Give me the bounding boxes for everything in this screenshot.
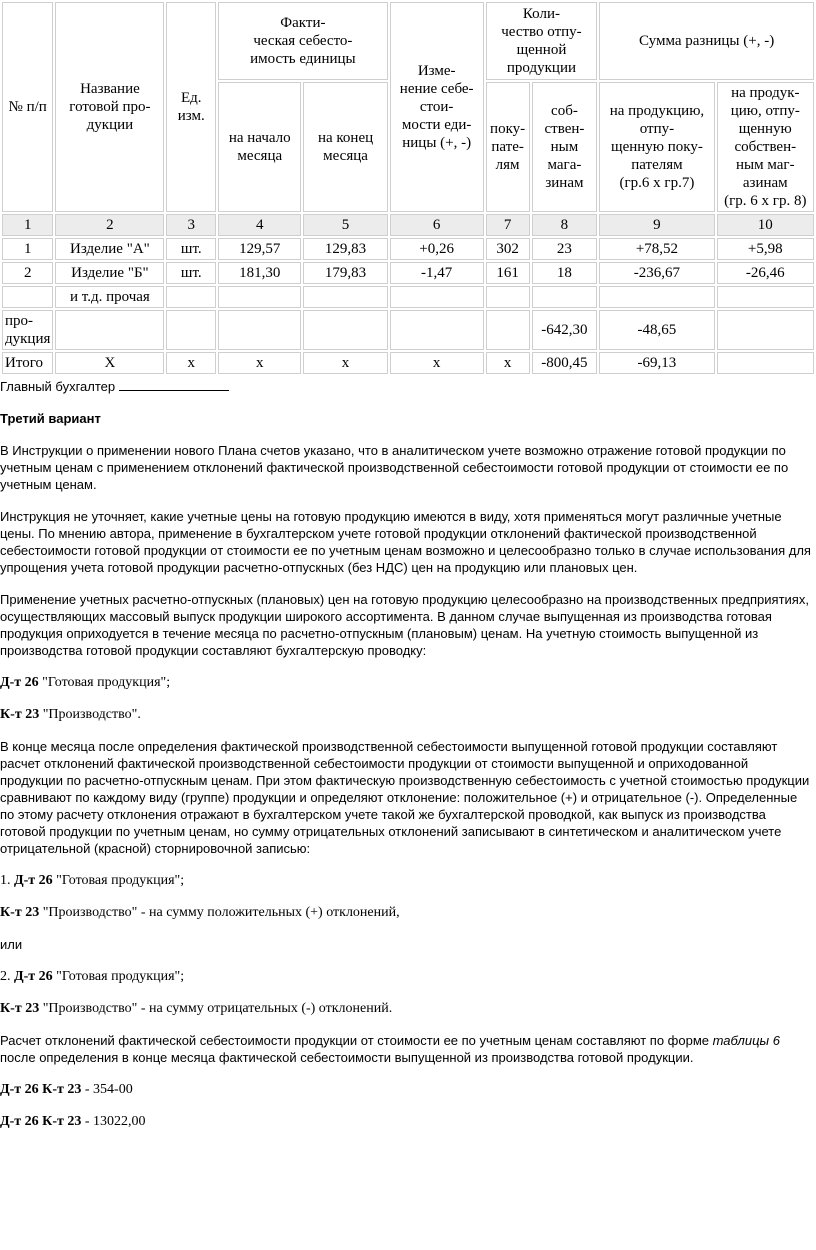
signature-line: Главный бухгалтер bbox=[0, 378, 812, 395]
header-difference-sum: Сумма разницы (+, -) bbox=[599, 2, 814, 80]
cell: +78,52 bbox=[599, 238, 714, 260]
header-to-buyers: поку- пате- лям bbox=[486, 82, 530, 212]
cell bbox=[717, 286, 814, 308]
paragraph: В конце месяца после определения фактической производственной себестоимости выпущенной готовой продукции составляют расчет отклонений фактической производственной себестоимости продукции от стоимости выпущенной и оприходованной продукции по расчетно-отпускным ценам. При этом фактическую производственную себестоимость с учетной стоимостью продукции сравнивают по каждому виду (группе) продукции и определяют отклонение: положительное (+) и отрицательное (-). Определенные по этому расчету отклонения отражают в бухгалтерском учете такой же бухгалтерской проводкой, как выпуск из производства готовой продукции по учетным ценам, но сумму отрицательных отклонений записывают в синтетическом и аналитическом учете отрицательной (красной) сторнировочной записью: bbox=[0, 739, 810, 856]
cell: 181,30 bbox=[218, 262, 301, 284]
cell bbox=[166, 310, 216, 350]
table-row bbox=[2, 238, 814, 260]
paragraph: В Инструкции о применении нового Плана счетов указано, что в аналитическом учете возможно отражение готовой продукции по учетным ценам с применением отклонений фактической производственной себестоимости готовой продукции от стоимости ее по учетным ценам. bbox=[0, 443, 789, 492]
cell: -26,46 bbox=[717, 262, 814, 284]
cell bbox=[532, 286, 598, 308]
paragraph: Инструкция не уточняет, какие учетные цены на готовую продукцию имеются в виду, хотя применяться могут различные учетные цены. По мнению автора, применение в бухгалтерском учете готовой продукции отклонений фактической производственной себестоимости готовой продукции от стоимости ее по учетным ценам возможно и целесообразно только в случае использования для упрощения учета готовой продукции расчетно-отпускных (без НДС) цен на продукцию или плановых цен. bbox=[0, 509, 811, 575]
cell: x bbox=[218, 352, 301, 374]
table-row bbox=[2, 262, 814, 284]
cell: шт. bbox=[166, 238, 216, 260]
header-to-own-stores: соб- ствен- ным мага- зинам bbox=[532, 82, 598, 212]
cell bbox=[390, 310, 484, 350]
header-diff-own: на продук- цию, отпу- щенную собствен- ным маг- азинам (гр. 6 х гр. 8) bbox=[717, 82, 814, 212]
deviation-table bbox=[0, 0, 816, 376]
col-number: 1 bbox=[2, 214, 53, 236]
cell: 179,83 bbox=[303, 262, 387, 284]
accounting-entry: Д-т 26 К-т 23 - 13022,00 bbox=[0, 1114, 146, 1129]
paragraph: Применение учетных расчетно-отпускных (плановых) цен на готовую продукцию целесообразно на производственных предприятиях, осуществляющих массовый выпуск продукции широкого ассортимента. В данном случае выпущенная из производства готовая продукция оприходуется в течение месяца по расчетно-отпускным (плановым) ценам. На учетную стоимость выпущенной из производства готовой продукции составляют бухгалтерскую проводку: bbox=[0, 592, 809, 658]
cell: -1,47 bbox=[390, 262, 484, 284]
paragraph: Расчет отклонений фактической себестоимости продукции от стоимости ее по учетным ценам составляют по форме таблицы 6 после определения в конце месяца фактической себестоимости выпущенной из производства готовой продукции. bbox=[0, 1033, 780, 1065]
cell: 23 bbox=[532, 238, 598, 260]
section-heading: Третий вариант bbox=[0, 411, 101, 426]
header-month-end: на конец месяца bbox=[303, 82, 387, 212]
cell bbox=[55, 310, 164, 350]
cell: x bbox=[166, 352, 216, 374]
accounting-entry: 1. Д-т 26 "Готовая продукция"; bbox=[0, 873, 185, 888]
accounting-entry: К-т 23 "Производство" - на сумму отрицательных (-) отклонений. bbox=[0, 1001, 393, 1016]
accounting-entry: К-т 23 "Производство". bbox=[0, 707, 141, 722]
cell: 1 bbox=[2, 238, 53, 260]
cell: -642,30 bbox=[532, 310, 598, 350]
cell: -236,67 bbox=[599, 262, 714, 284]
signature-blank bbox=[119, 390, 229, 391]
cell bbox=[303, 286, 387, 308]
cell bbox=[166, 286, 216, 308]
cell: +0,26 bbox=[390, 238, 484, 260]
header-month-start: на начало месяца bbox=[218, 82, 301, 212]
cell: про- дукция bbox=[2, 310, 53, 350]
or-text: или bbox=[0, 937, 23, 952]
header-product-name: Название готовой про- дукции bbox=[55, 2, 164, 212]
header-actual-cost: Факти- ческая себесто- имость единицы bbox=[218, 2, 388, 80]
cell bbox=[599, 286, 714, 308]
cell bbox=[486, 286, 530, 308]
cell: X bbox=[55, 352, 164, 374]
cell: Итого bbox=[2, 352, 53, 374]
cell: 129,57 bbox=[218, 238, 301, 260]
column-number-row bbox=[2, 214, 814, 236]
header-num: № п/п bbox=[2, 2, 53, 212]
header-quantity: Коли- чество отпу- щенной продукции bbox=[486, 2, 598, 80]
col-number: 2 bbox=[55, 214, 164, 236]
cell: 302 bbox=[486, 238, 530, 260]
cell: 161 bbox=[486, 262, 530, 284]
cell bbox=[717, 352, 814, 374]
cell: x bbox=[390, 352, 484, 374]
accounting-entry: Д-т 26 К-т 23 - 354-00 bbox=[0, 1082, 133, 1097]
col-number: 4 bbox=[218, 214, 301, 236]
cell bbox=[486, 310, 530, 350]
header-unit: Ед. изм. bbox=[166, 2, 216, 212]
header-cost-change: Изме- нение себе- стои- мости еди- ницы (+, -) bbox=[390, 2, 484, 212]
accounting-entry: Д-т 26 "Готовая продукция"; bbox=[0, 675, 171, 690]
cell: 2 bbox=[2, 262, 53, 284]
cell: и т.д. прочая bbox=[55, 286, 164, 308]
cell: 18 bbox=[532, 262, 598, 284]
col-number: 3 bbox=[166, 214, 216, 236]
col-number: 5 bbox=[303, 214, 387, 236]
cell: +5,98 bbox=[717, 238, 814, 260]
col-number: 8 bbox=[532, 214, 598, 236]
cell bbox=[2, 286, 53, 308]
cell bbox=[218, 286, 301, 308]
col-number: 9 bbox=[599, 214, 714, 236]
col-number: 10 bbox=[717, 214, 814, 236]
col-number: 7 bbox=[486, 214, 530, 236]
col-number: 6 bbox=[390, 214, 484, 236]
total-row bbox=[2, 352, 814, 374]
cell: -800,45 bbox=[532, 352, 598, 374]
header-diff-buyers: на продукцию, отпу- щенную поку- пателям (гр.6 х гр.7) bbox=[599, 82, 714, 212]
accounting-entry: К-т 23 "Производство" - на сумму положительных (+) отклонений, bbox=[0, 905, 400, 920]
cell: шт. bbox=[166, 262, 216, 284]
cell: Изделие "Б" bbox=[55, 262, 164, 284]
cell: -69,13 bbox=[599, 352, 714, 374]
cell bbox=[717, 310, 814, 350]
cell bbox=[390, 286, 484, 308]
cell: x bbox=[303, 352, 387, 374]
cell: x bbox=[486, 352, 530, 374]
cell bbox=[303, 310, 387, 350]
cell bbox=[218, 310, 301, 350]
table-row bbox=[2, 286, 814, 308]
cell: -48,65 bbox=[599, 310, 714, 350]
cell: 129,83 bbox=[303, 238, 387, 260]
cell: Изделие "А" bbox=[55, 238, 164, 260]
document-body bbox=[0, 378, 812, 1145]
table-row bbox=[2, 310, 814, 350]
accounting-entry: 2. Д-т 26 "Готовая продукция"; bbox=[0, 969, 185, 984]
